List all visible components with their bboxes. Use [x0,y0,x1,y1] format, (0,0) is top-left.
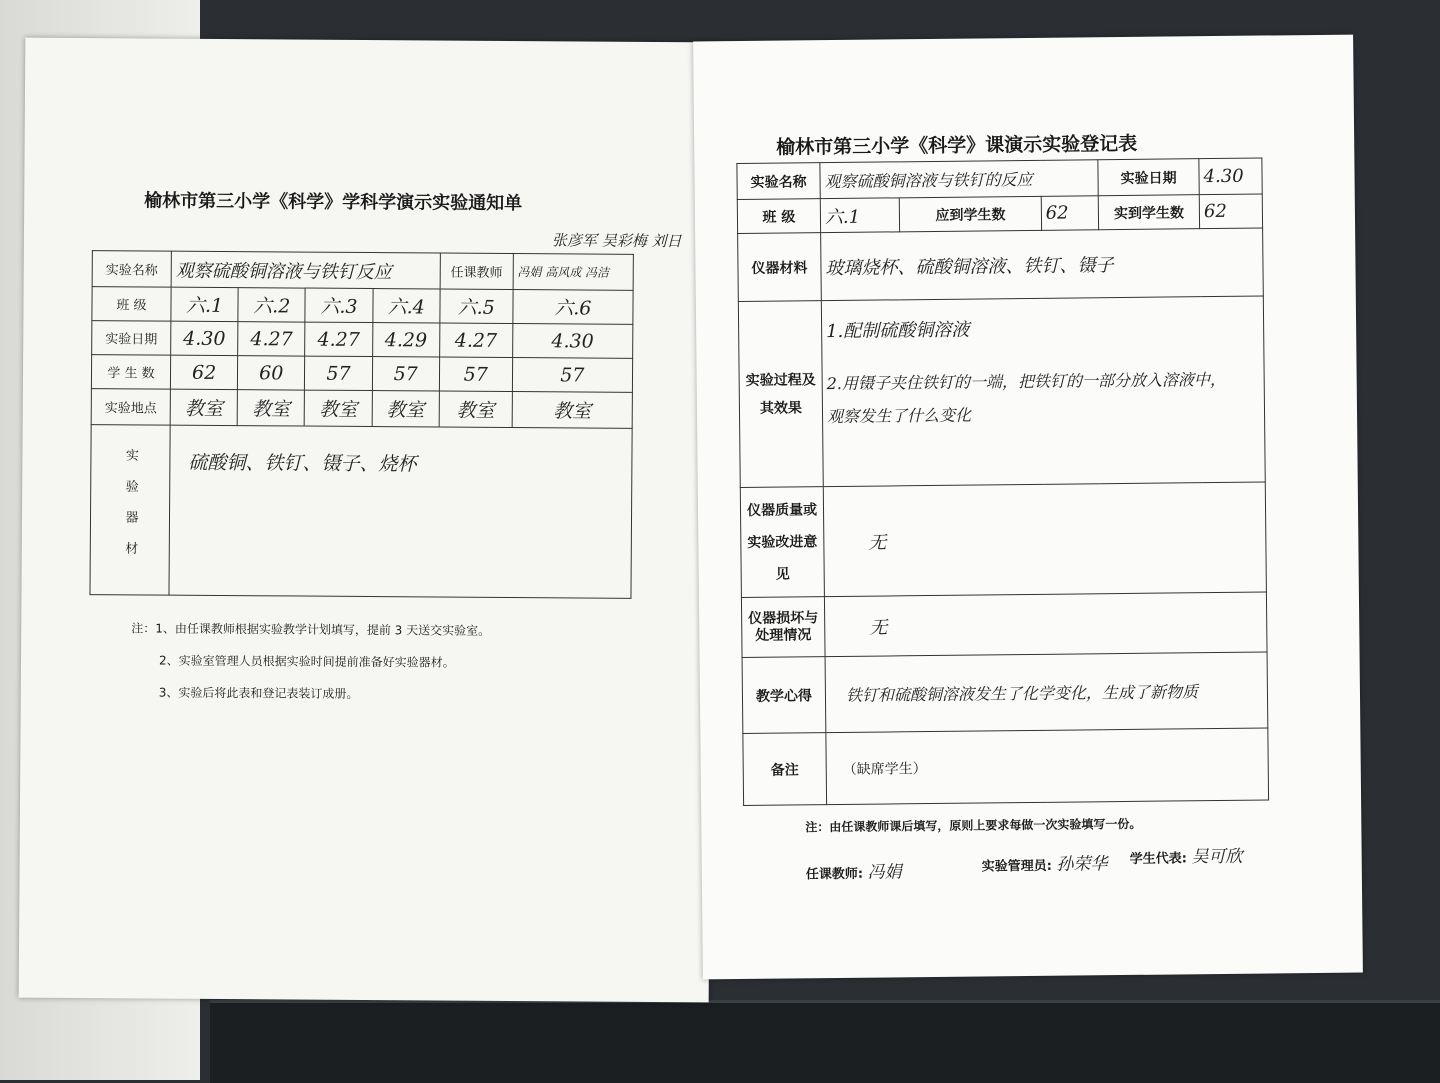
process-line: 2.用镊子夹住铁钉的一端，把铁钉的一部分放入溶液中， [826,369,1227,394]
label-students: 学 生 数 [91,355,170,390]
label-actual-students: 实到学生数 [1098,195,1200,230]
students-cell: 60 [238,356,305,390]
students-cell: 57 [512,358,633,393]
class-cell: 六.6 [513,290,634,325]
damage-value: 无 [824,592,1267,657]
label-materials: 仪器材料 [738,233,822,302]
class-cell: 六.3 [305,288,372,322]
label-process: 实验过程及其效果 [738,301,823,488]
date-cell: 4.29 [372,323,439,357]
signature-admin-label: 实验管理员: [981,858,1053,875]
students-cell: 62 [170,355,237,389]
label-remarks: 备注 [743,733,827,806]
desk-edge [210,1000,1440,1083]
label-experiment-name: 实验名称 [737,163,820,200]
label-date: 实验日期 [92,321,171,356]
students-cell: 57 [439,357,512,392]
signature-teacher-label: 任课教师: [805,866,864,883]
date-cell: 4.30 [171,321,238,355]
label-equipment: 实验器材 [90,425,170,596]
location-cell: 教室 [170,389,237,425]
label-location: 实验地点 [91,389,170,426]
experiment-name-value: 观察硫酸铜溶液与铁钉的反应 [820,160,1098,199]
notice-title: 榆林市第三小学《科学》学科学演示实验通知单 [144,190,523,215]
label-date: 实验日期 [1098,159,1200,196]
registration-sheet [693,35,1363,980]
class-cell: 六.4 [372,289,439,323]
signature-teacher [806,857,902,883]
class-cell: 六.2 [238,288,305,322]
date-cell: 4.27 [238,322,305,356]
location-cell: 教室 [512,392,633,429]
remarks-value: （缺席学生） [826,728,1269,805]
location-cell: 教室 [439,391,512,428]
location-cell: 教室 [237,390,304,426]
class-cell: 六.5 [440,289,513,324]
date-value: 4.30 [1199,158,1262,195]
teacher-value: 冯娟 高风成 冯洁 [513,254,634,291]
signature-admin [982,849,1108,875]
label-teacher: 任课教师 [440,253,513,290]
signature-student-value: 吴可欣 [1191,846,1243,868]
label-class: 班 级 [737,199,820,234]
label-reflection: 教学心得 [742,657,826,734]
reflection-value: 铁钉和硫酸铜溶液发生了化学变化，生成了新物质 [825,652,1268,733]
process-line: 观察发生了什么变化 [826,405,972,427]
note-line: 注：1、由任课教师根据实验教学计划填写，提前 3 天送交实验室。 [131,621,491,638]
class-cell: 六.1 [171,287,238,321]
teacher-names-handwritten: 张彦军 吴彩梅 刘日 [551,231,682,251]
process-line: 1.配制硫酸铜溶液 [826,319,970,343]
equipment-value: 硫酸铜、铁钉、镊子、烧杯 [169,425,632,598]
registration-title: 榆林市第三小学《科学》课演示实验登记表 [776,132,1138,159]
label-expected-students: 应到学生数 [899,196,1041,231]
label-damage: 仪器损坏与处理情况 [741,597,825,658]
note-line: 3、实验后将此表和登记表装订成册。 [158,685,359,701]
class-value: 六.1 [820,198,900,233]
notice-sheet [19,38,716,1003]
label-quality: 仪器质量或实验改进意见 [740,487,824,598]
label-experiment-name: 实验名称 [92,251,171,288]
students-cell: 57 [372,357,439,391]
signature-student [1130,842,1243,868]
date-cell: 4.27 [439,323,512,358]
notice-notes [131,612,491,711]
signature-student-label: 学生代表: [1129,851,1187,867]
notice-table [89,250,633,599]
signature-admin-value: 孙荣华 [1056,854,1108,875]
expected-students-value: 62 [1041,196,1099,231]
materials-value: 玻璃烧杯、硫酸铜溶液、铁钉、镊子 [821,228,1264,301]
quality-value: 无 [823,482,1266,597]
location-cell: 教室 [305,390,372,426]
process-value [821,296,1265,487]
date-cell: 4.30 [512,324,633,359]
students-cell: 57 [305,356,372,390]
location-cell: 教室 [372,391,439,427]
label-class: 班 级 [92,287,171,322]
registration-footer-note: 注：由任课教师课后填写，原则上要求每做一次实验填写一份。 [805,816,1142,835]
actual-students-value: 62 [1199,194,1262,229]
registration-table [736,158,1269,806]
experiment-name-value: 观察硫酸铜溶液与铁钉反应 [171,251,440,289]
signature-teacher-value: 冯娟 [867,862,902,883]
date-cell: 4.27 [305,322,372,356]
note-line: 2、实验室管理人员根据实验时间提前准备好实验器材。 [158,653,455,670]
